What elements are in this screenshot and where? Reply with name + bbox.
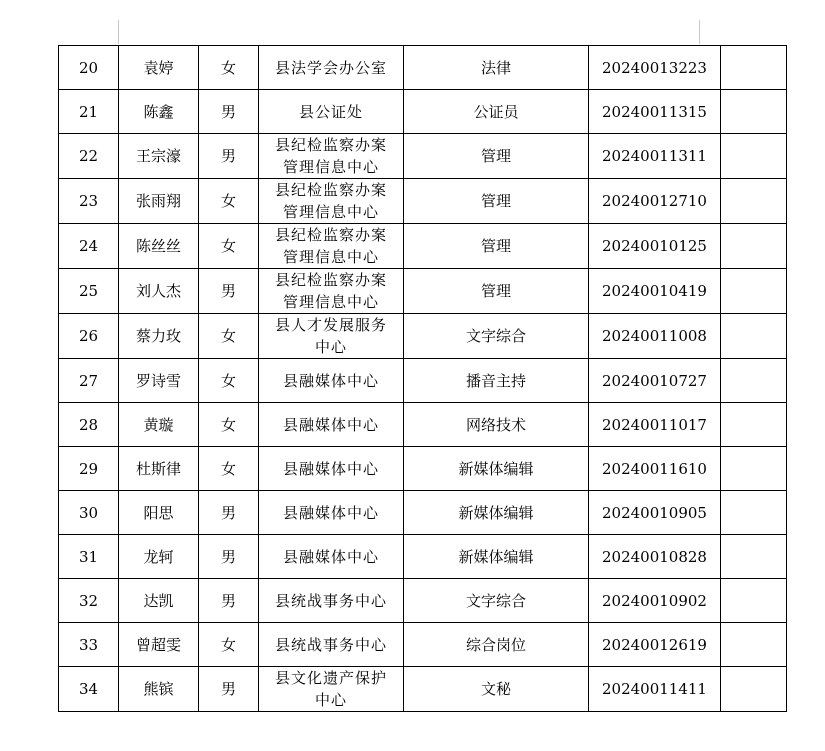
cell-unit: 县融媒体中心: [259, 359, 404, 403]
cell-gender: 男: [199, 667, 259, 712]
cell-number: 22: [59, 134, 119, 179]
table-row: [59, 359, 787, 403]
cell-unit: 县纪检监察办案管理信息中心: [259, 179, 404, 224]
cell-number: 24: [59, 224, 119, 269]
cell-exam-id: 20240010828: [589, 535, 721, 579]
cell-number: 21: [59, 90, 119, 134]
table-row: [59, 314, 787, 359]
cell-name: 阳思: [119, 491, 199, 535]
cell-post: 文秘: [404, 667, 589, 712]
table-row: [59, 491, 787, 535]
cell-unit: 县统战事务中心: [259, 623, 404, 667]
cell-exam-id: 20240010125: [589, 224, 721, 269]
cell-post: 网络技术: [404, 403, 589, 447]
cell-number: 33: [59, 623, 119, 667]
cell-number: 26: [59, 314, 119, 359]
cell-name: 袁婷: [119, 46, 199, 90]
cell-exam-id: 20240011315: [589, 90, 721, 134]
cell-note: [721, 134, 787, 179]
cell-note: [721, 403, 787, 447]
cell-post: 综合岗位: [404, 623, 589, 667]
cell-note: [721, 179, 787, 224]
cell-gender: 男: [199, 269, 259, 314]
cell-number: 30: [59, 491, 119, 535]
cell-note: [721, 46, 787, 90]
cell-post: 管理: [404, 269, 589, 314]
cell-unit: 县法学会办公室: [259, 46, 404, 90]
cell-note: [721, 269, 787, 314]
cell-gender: 男: [199, 491, 259, 535]
cell-gender: 男: [199, 579, 259, 623]
cell-unit: 县公证处: [259, 90, 404, 134]
table-row: [59, 90, 787, 134]
cell-note: [721, 535, 787, 579]
cell-gender: 女: [199, 623, 259, 667]
table-body: [59, 46, 787, 712]
table-row: [59, 134, 787, 179]
cell-post: 文字综合: [404, 314, 589, 359]
cell-exam-id: 20240011017: [589, 403, 721, 447]
cell-name: 龙轲: [119, 535, 199, 579]
cell-note: [721, 224, 787, 269]
cell-gender: 男: [199, 90, 259, 134]
cell-name: 罗诗雪: [119, 359, 199, 403]
cell-name: 熊镔: [119, 667, 199, 712]
cell-gender: 女: [199, 224, 259, 269]
cell-exam-id: 20240010902: [589, 579, 721, 623]
cell-post: 管理: [404, 179, 589, 224]
candidate-table: [58, 45, 787, 712]
cell-gender: 女: [199, 46, 259, 90]
cell-name: 陈鑫: [119, 90, 199, 134]
cell-exam-id: 20240012619: [589, 623, 721, 667]
cell-gender: 女: [199, 447, 259, 491]
cell-unit: 县人才发展服务中心: [259, 314, 404, 359]
cell-number: 25: [59, 269, 119, 314]
table-row: [59, 269, 787, 314]
table-row: [59, 579, 787, 623]
cell-unit: 县文化遗产保护中心: [259, 667, 404, 712]
cell-unit: 县融媒体中心: [259, 447, 404, 491]
cell-post: 文字综合: [404, 579, 589, 623]
page-margin-mark-right: [699, 20, 700, 44]
cell-unit: 县纪检监察办案管理信息中心: [259, 134, 404, 179]
cell-post: 管理: [404, 224, 589, 269]
cell-number: 32: [59, 579, 119, 623]
table-row: [59, 535, 787, 579]
cell-note: [721, 447, 787, 491]
cell-number: 29: [59, 447, 119, 491]
cell-exam-id: 20240010905: [589, 491, 721, 535]
cell-note: [721, 623, 787, 667]
cell-unit: 县融媒体中心: [259, 491, 404, 535]
cell-post: 新媒体编辑: [404, 491, 589, 535]
cell-number: 34: [59, 667, 119, 712]
table-row: [59, 623, 787, 667]
cell-post: 播音主持: [404, 359, 589, 403]
cell-name: 杜斯律: [119, 447, 199, 491]
page-margin-mark-left: [118, 20, 119, 44]
cell-name: 王宗濠: [119, 134, 199, 179]
cell-post: 公证员: [404, 90, 589, 134]
cell-unit: 县统战事务中心: [259, 579, 404, 623]
cell-gender: 男: [199, 134, 259, 179]
cell-unit: 县纪检监察办案管理信息中心: [259, 269, 404, 314]
cell-gender: 女: [199, 359, 259, 403]
table-row: [59, 46, 787, 90]
cell-name: 蔡力玫: [119, 314, 199, 359]
cell-gender: 女: [199, 403, 259, 447]
cell-post: 新媒体编辑: [404, 535, 589, 579]
cell-exam-id: 20240011411: [589, 667, 721, 712]
cell-note: [721, 314, 787, 359]
cell-gender: 女: [199, 179, 259, 224]
cell-unit: 县融媒体中心: [259, 535, 404, 579]
table-row: [59, 667, 787, 712]
cell-unit: 县融媒体中心: [259, 403, 404, 447]
cell-number: 20: [59, 46, 119, 90]
cell-note: [721, 579, 787, 623]
cell-name: 张雨翔: [119, 179, 199, 224]
cell-exam-id: 20240010727: [589, 359, 721, 403]
cell-gender: 女: [199, 314, 259, 359]
cell-note: [721, 667, 787, 712]
cell-exam-id: 20240011311: [589, 134, 721, 179]
cell-exam-id: 20240010419: [589, 269, 721, 314]
cell-number: 31: [59, 535, 119, 579]
cell-exam-id: 20240012710: [589, 179, 721, 224]
cell-name: 达凯: [119, 579, 199, 623]
cell-name: 刘人杰: [119, 269, 199, 314]
cell-post: 新媒体编辑: [404, 447, 589, 491]
table-row: [59, 403, 787, 447]
cell-number: 23: [59, 179, 119, 224]
cell-exam-id: 20240011610: [589, 447, 721, 491]
cell-note: [721, 491, 787, 535]
cell-post: 法律: [404, 46, 589, 90]
cell-number: 28: [59, 403, 119, 447]
table-row: [59, 179, 787, 224]
cell-name: 曾超雯: [119, 623, 199, 667]
cell-unit: 县纪检监察办案管理信息中心: [259, 224, 404, 269]
cell-note: [721, 90, 787, 134]
cell-exam-id: 20240011008: [589, 314, 721, 359]
table-row: [59, 447, 787, 491]
cell-exam-id: 20240013223: [589, 46, 721, 90]
cell-post: 管理: [404, 134, 589, 179]
cell-name: 黄璇: [119, 403, 199, 447]
cell-number: 27: [59, 359, 119, 403]
cell-note: [721, 359, 787, 403]
table-row: [59, 224, 787, 269]
cell-name: 陈丝丝: [119, 224, 199, 269]
cell-gender: 男: [199, 535, 259, 579]
